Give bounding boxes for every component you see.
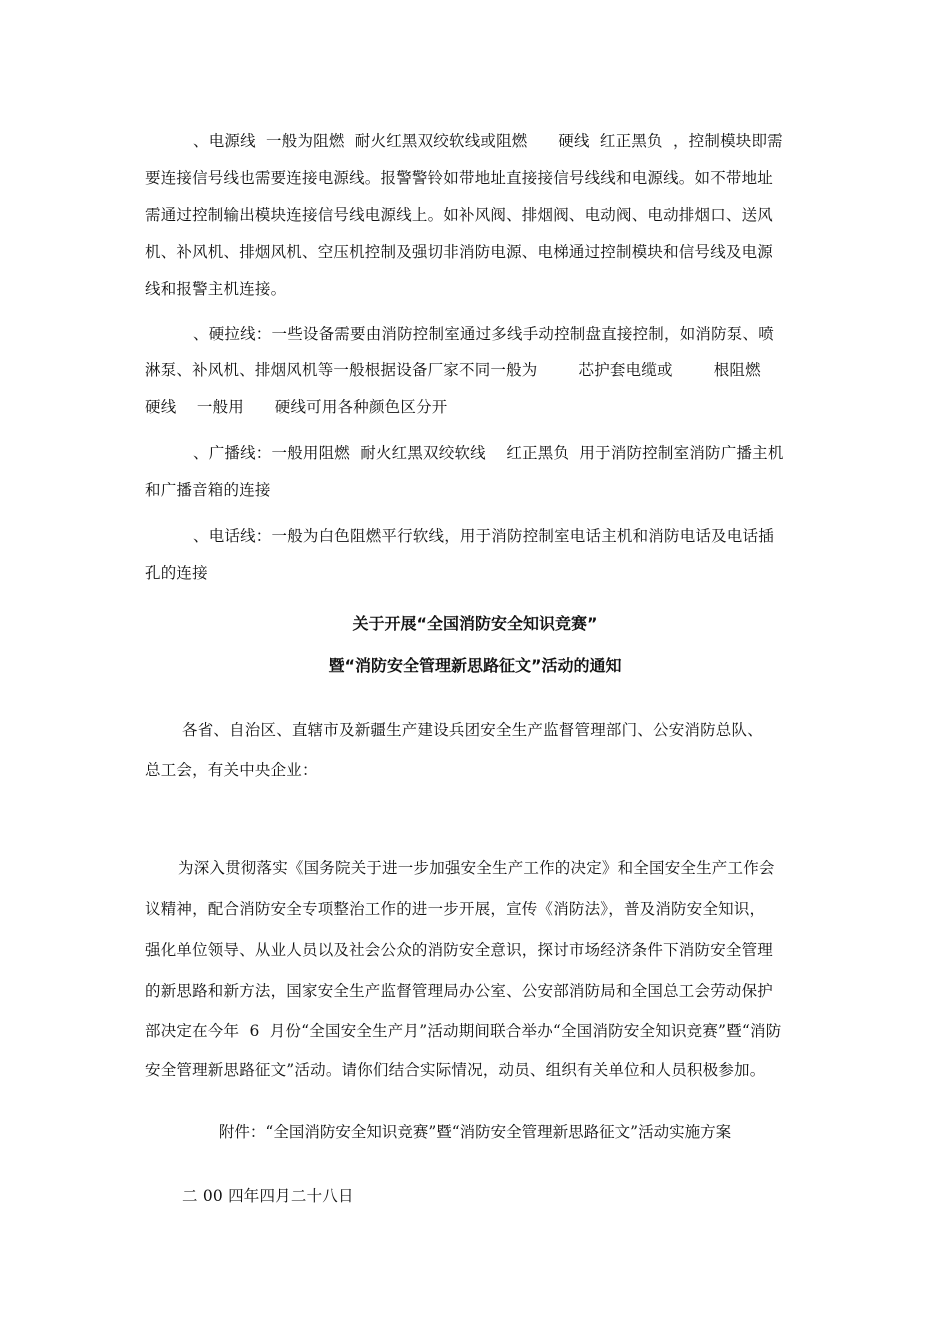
phone-line-text-1: 、电话线：一般为白色阻燃平行软线，用于消防控制室电话主机和消防电话及电话插 <box>193 527 774 545</box>
broadcast-line-text-1: 、广播线：一般用阻燃 耐火红黑双绞软线 红正黑负 用于消防控制室消防广播主机 <box>193 444 784 462</box>
power-line-text-2: 要连接信号线也需要连接电源线。报警警铃如带地址直接接信号线线和电源线。如不带地址 <box>145 169 774 187</box>
notice-title-line-2: 暨“消防安全管理新思路征文”活动的通知 <box>328 656 622 675</box>
phone-line-text-2: 孔的连接 <box>145 564 208 582</box>
notice-body-5: 部决定在今年 6 月份“全国安全生产月”活动期间联合举办“全国消防安全知识竞赛”暨“消防 <box>145 1022 782 1040</box>
notice-title-line-1: 关于开展“全国消防安全知识竞赛” <box>352 614 598 633</box>
notice-recipients-2: 总工会，有关中央企业： <box>145 761 318 779</box>
notice-body-1: 为深入贯彻落实《国务院关于进一步加强安全生产工作的决定》和全国安全生产工作会 <box>178 859 775 877</box>
notice-recipients-1: 各省、自治区、直辖市及新疆生产建设兵团安全生产监督管理部门、公安消防总队、 <box>182 721 763 739</box>
hard-line-text-2: 淋泵、补风机、排烟风机等一般根据设备厂家不同一般为 芯护套电缆或 根阻燃 <box>145 361 761 379</box>
power-line-text-1: 、电源线 一般为阻燃 耐火红黑双绞软线或阻燃 硬线 红正黑负 ，控制模块即需 <box>193 132 783 150</box>
power-line-text-3: 需通过控制输出模块连接信号线电源线上。如补风阀、排烟阀、电动阀、电动排烟口、送风 <box>145 206 774 224</box>
notice-date: 二 00 四年四月二十八日 <box>182 1187 354 1205</box>
notice-body-4: 的新思路和新方法，国家安全生产监督管理局办公室、公安部消防局和全国总工会劳动保护 <box>145 982 774 1000</box>
hard-line-text-3: 硬线 一般用 硬线可用各种颜色区分开 <box>145 398 448 416</box>
power-line-text-5: 线和报警主机连接。 <box>145 280 287 298</box>
notice-body-6: 安全管理新思路征文”活动。请你们结合实际情况，动员、组织有关单位和人员积极参加。 <box>145 1061 766 1079</box>
notice-body-3: 强化单位领导、从业人员以及社会公众的消防安全意识，探讨市场经济条件下消防安全管理 <box>145 941 774 959</box>
notice-body-2: 议精神，配合消防安全专项整治工作的进一步开展，宣传《消防法》，普及消防安全知识， <box>145 900 766 918</box>
power-line-text-4: 机、补风机、排烟风机、空压机控制及强切非消防电源、电梯通过控制模块和信号线及电源 <box>145 243 774 261</box>
notice-attachment: 附件：“全国消防安全知识竞赛”暨“消防安全管理新思路征文”活动实施方案 <box>218 1123 732 1141</box>
hard-line-text-1: 、硬拉线：一些设备需要由消防控制室通过多线手动控制盘直接控制，如消防泵、喷 <box>193 325 774 343</box>
broadcast-line-text-2: 和广播音箱的连接 <box>145 481 271 499</box>
